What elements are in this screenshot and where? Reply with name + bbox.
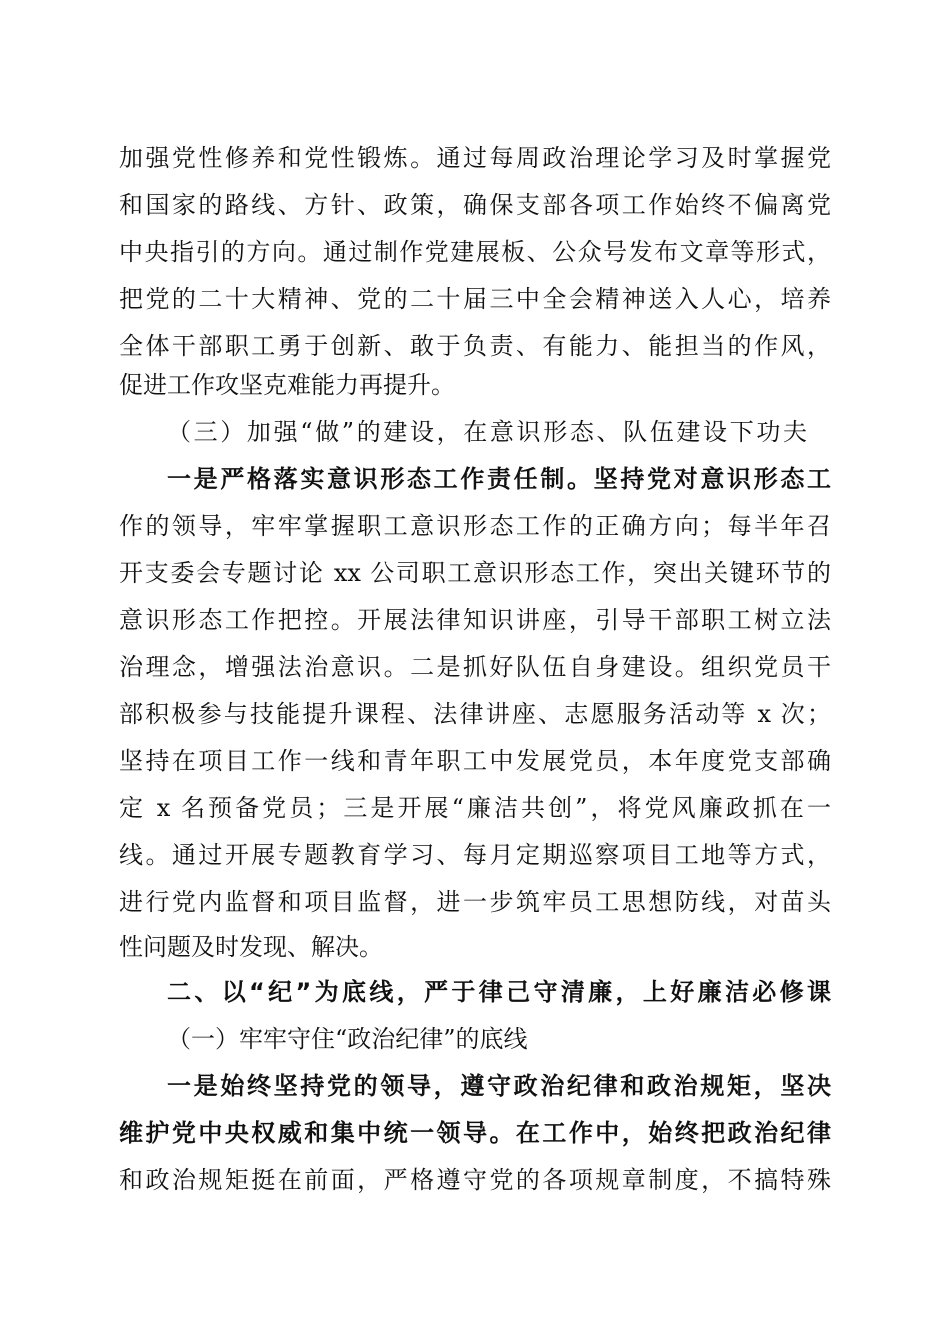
body-text-line: 坚持在项目工作一线和青年职工中发展党员，本年度党支部确 — [119, 747, 831, 775]
body-text-line: 促进工作攻坚克难能力再提升。 — [119, 371, 455, 399]
body-text-line: 作的领导，牢牢掌握职工意识形态工作的正确方向；每半年召 — [119, 512, 831, 540]
subsection-heading: （三）加强“做”的建设，在意识形态、队伍建设下功夫 — [167, 418, 807, 446]
body-text-line: 中央指引的方向。通过制作党建展板、公众号发布文章等形式， — [119, 238, 831, 266]
body-text-line: 治理念，增强法治意识。二是抓好队伍自身建设。组织党员干 — [119, 653, 831, 681]
body-text-line: 和政治规矩挺在前面，严格遵守党的各项规章制度，不搞特殊 — [119, 1166, 831, 1194]
paragraph-lead-line: 维护党中央权威和集中统一领导。在工作中，始终把政治纪律 — [119, 1119, 831, 1147]
section-heading: 二、以“纪”为底线，严于律己守清廉，上好廉洁必修课 — [167, 978, 831, 1006]
body-text-line: 和国家的路线、方针、政策，确保支部各项工作始终不偏离党 — [119, 191, 831, 219]
body-text-line: 把党的二十大精神、党的二十届三中全会精神送入人心，培养 — [119, 285, 831, 313]
paragraph-lead-line: 一是始终坚持党的领导，遵守政治纪律和政治规矩，坚决 — [167, 1072, 831, 1100]
body-text-line: 进行党内监督和项目监督，进一步筑牢员工思想防线，对苗头 — [119, 888, 831, 916]
body-text-line: 全体干部职工勇于创新、敢于负责、有能力、能担当的作风， — [119, 332, 831, 360]
body-text-line: 定 x 名预备党员；三是开展“廉洁共创”，将党风廉政抓在一 — [119, 794, 831, 822]
body-text-line: 线。通过开展专题教育学习、每月定期巡察项目工地等方式， — [119, 841, 831, 869]
body-text-line: 部积极参与技能提升课程、法律讲座、志愿服务活动等 x 次； — [119, 700, 831, 728]
subsection-heading: （一）牢牢守住“政治纪律”的底线 — [167, 1025, 528, 1053]
body-text-line: 意识形态工作把控。开展法律知识讲座，引导干部职工树立法 — [119, 606, 831, 634]
body-text-line: 开支委会专题讨论 xx 公司职工意识形态工作，突出关键环节的 — [119, 559, 831, 587]
paragraph-lead-line: 一是严格落实意识形态工作责任制。坚持党对意识形态工 — [167, 465, 831, 493]
body-text-line: 性问题及时发现、解决。 — [119, 933, 383, 961]
body-text-line: 加强党性修养和党性锻炼。通过每周政治理论学习及时掌握党 — [119, 144, 831, 172]
